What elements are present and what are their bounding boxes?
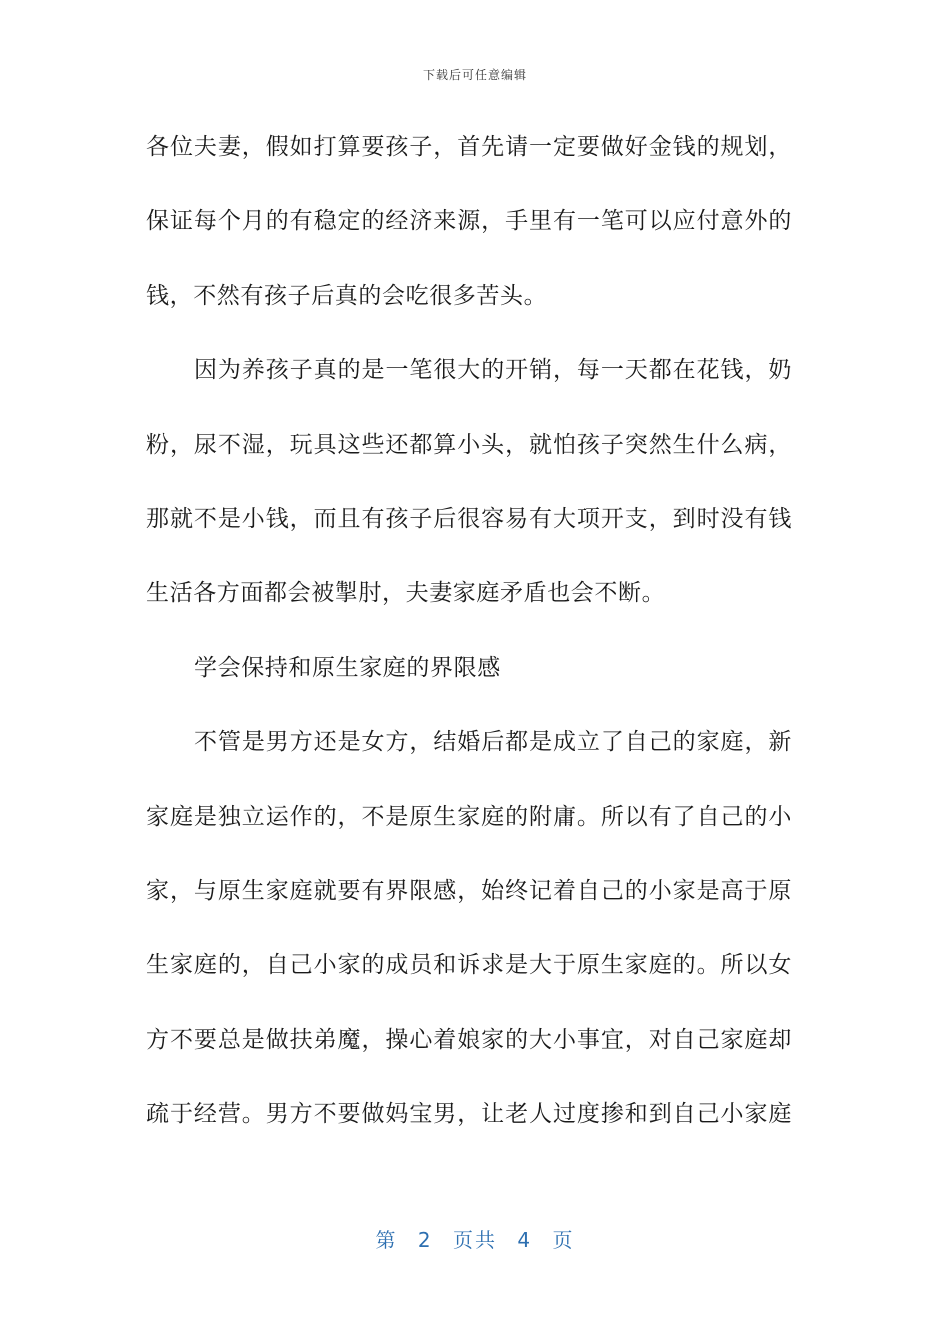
total-pages-number: 4	[517, 1228, 533, 1252]
paragraph-line: 那就不是小钱，而且有孩子后很容易有大项开支，到时没有钱	[146, 505, 792, 532]
footer-middle: 页共	[453, 1228, 497, 1252]
page-footer	[0, 1224, 950, 1253]
section-heading: 学会保持和原生家庭的界限感	[194, 654, 501, 681]
paragraph-line: 保证每个月的有稳定的经济来源，手里有一笔可以应付意外的	[146, 208, 792, 235]
paragraph-line: 各位夫妻，假如打算要孩子，首先请一定要做好金钱的规划，	[146, 134, 792, 160]
header-note: 下载后可任意编辑	[422, 68, 527, 82]
paragraph-line: 粉，尿不湿，玩具这些还都算小头，就怕孩子突然生什么病，	[146, 431, 792, 458]
paragraph-line: 不管是男方还是女方，结婚后都是成立了自己的家庭，新	[194, 729, 792, 756]
paragraph-line: 钱，不然有孩子后真的会吃很多苦头。	[146, 282, 548, 309]
footer-prefix: 第	[375, 1228, 398, 1252]
paragraph-line: 生活各方面都会被掣肘，夫妻家庭矛盾也会不断。	[146, 580, 666, 607]
paragraph-line: 方不要总是做扶弟魔，操心着娘家的大小事宜，对自己家庭却	[146, 1026, 792, 1053]
paragraph-line: 家庭是独立运作的，不是原生家庭的附庸。所以有了自己的小	[146, 803, 792, 830]
footer-suffix: 页	[552, 1228, 575, 1252]
paragraph-line: 疏于经营。男方不要做妈宝男，让老人过度掺和到自己小家庭	[146, 1101, 792, 1128]
document-body	[146, 124, 792, 1165]
paragraph-line: 家，与原生家庭就要有界限感，始终记着自己的小家是高于原	[146, 877, 792, 904]
current-page-number: 2	[417, 1228, 433, 1252]
paragraph-line: 生家庭的，自己小家的成员和诉求是大于原生家庭的。所以女	[146, 952, 792, 979]
paragraph-line: 因为养孩子真的是一笔很大的开销，每一天都在花钱，奶	[194, 357, 792, 384]
